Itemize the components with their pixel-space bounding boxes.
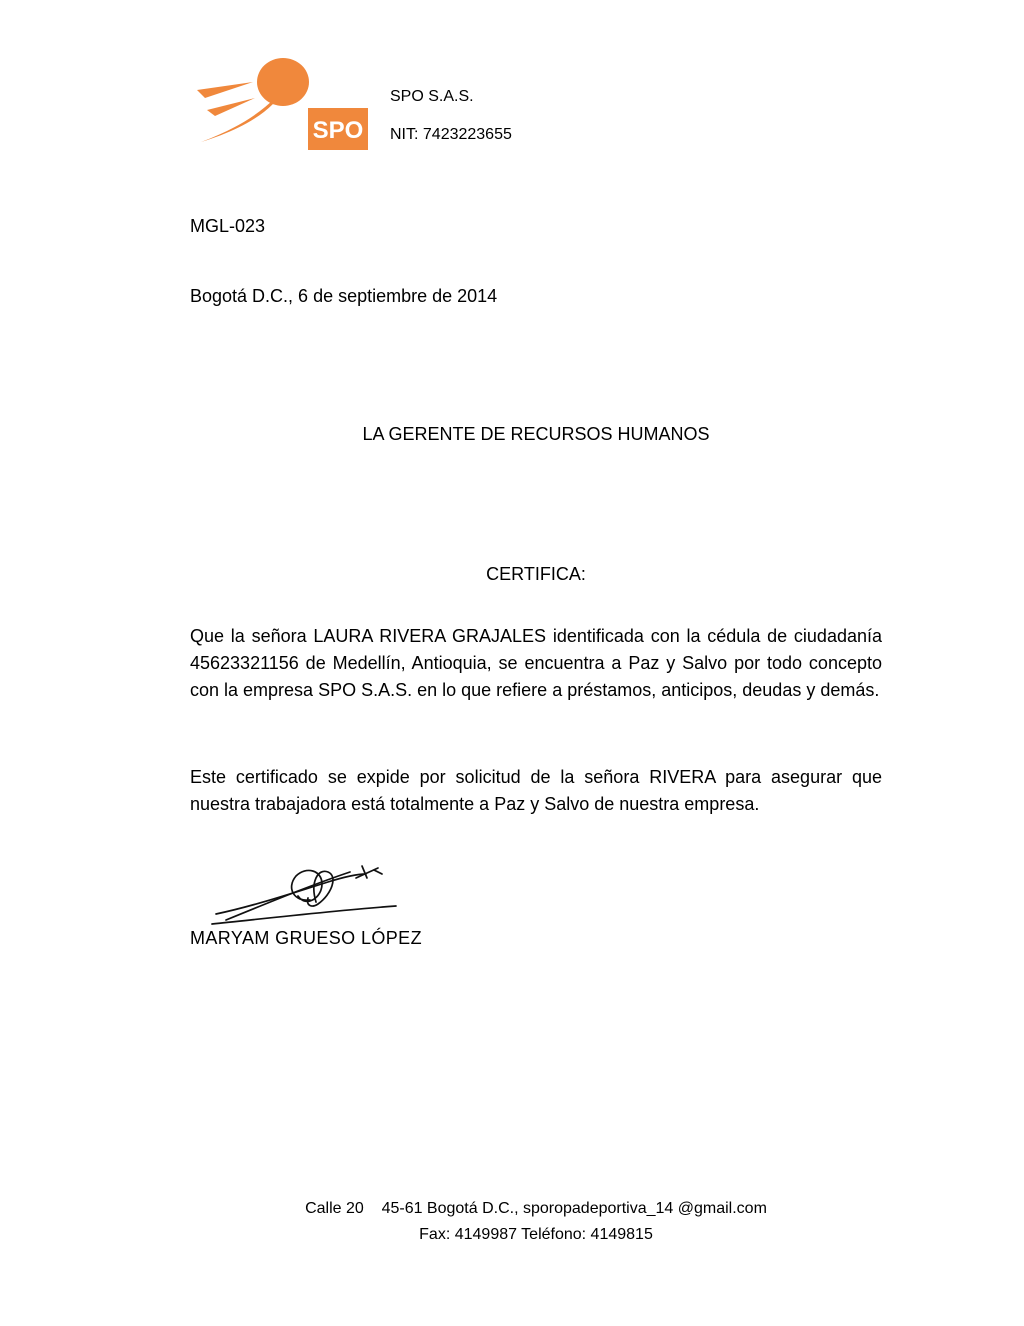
reference-code: MGL-023 xyxy=(190,216,266,236)
signature-plane-doodle xyxy=(362,866,367,878)
heading-recipient: LA GERENTE DE RECURSOS HUMANOS xyxy=(362,424,710,444)
logo-square-text: SPO xyxy=(312,117,364,144)
company-nit: NIT: 7423223655 xyxy=(390,126,512,143)
certification-paragraph: Que la señora LAURA RIVERA GRAJALES identificada con la cédula de ciudadanía 45623321156 de Medellín, Antioquia, se encuentra a Paz y Salvo por todo concepto con la empresa SPO S.A.S. en lo que refiere a préstamos, anticipos, deudas y demás. xyxy=(190,626,882,700)
date-line: Bogotá D.C., 6 de septiembre de 2014 xyxy=(190,286,498,306)
signature xyxy=(210,862,400,936)
footer xyxy=(190,1196,882,1248)
company-name: SPO S.A.S. xyxy=(390,88,474,105)
signature-plane-doodle xyxy=(374,870,382,874)
footer-contact: Fax: 4149987 Teléfono: 4149815 xyxy=(419,1226,653,1243)
purpose-paragraph: Este certificado se expide por solicitud de la señora RIVERA para asegurar que nuestra trabajadora está totalmente a Paz y Salvo de nuestra empresa. xyxy=(190,767,882,814)
footer-address: Calle 20 45-61 Bogotá D.C., sporopadeportiva_14 @gmail.com xyxy=(305,1200,767,1217)
comet-streak-icon xyxy=(197,82,253,98)
heading-certifica: CERTIFICA: xyxy=(486,564,586,584)
signature-stroke xyxy=(226,872,350,920)
spo-logo xyxy=(195,56,370,151)
comet-streak-icon xyxy=(207,98,255,116)
comet-head-icon xyxy=(257,58,309,106)
signer-name: MARYAM GRUESO LÓPEZ xyxy=(190,928,422,948)
